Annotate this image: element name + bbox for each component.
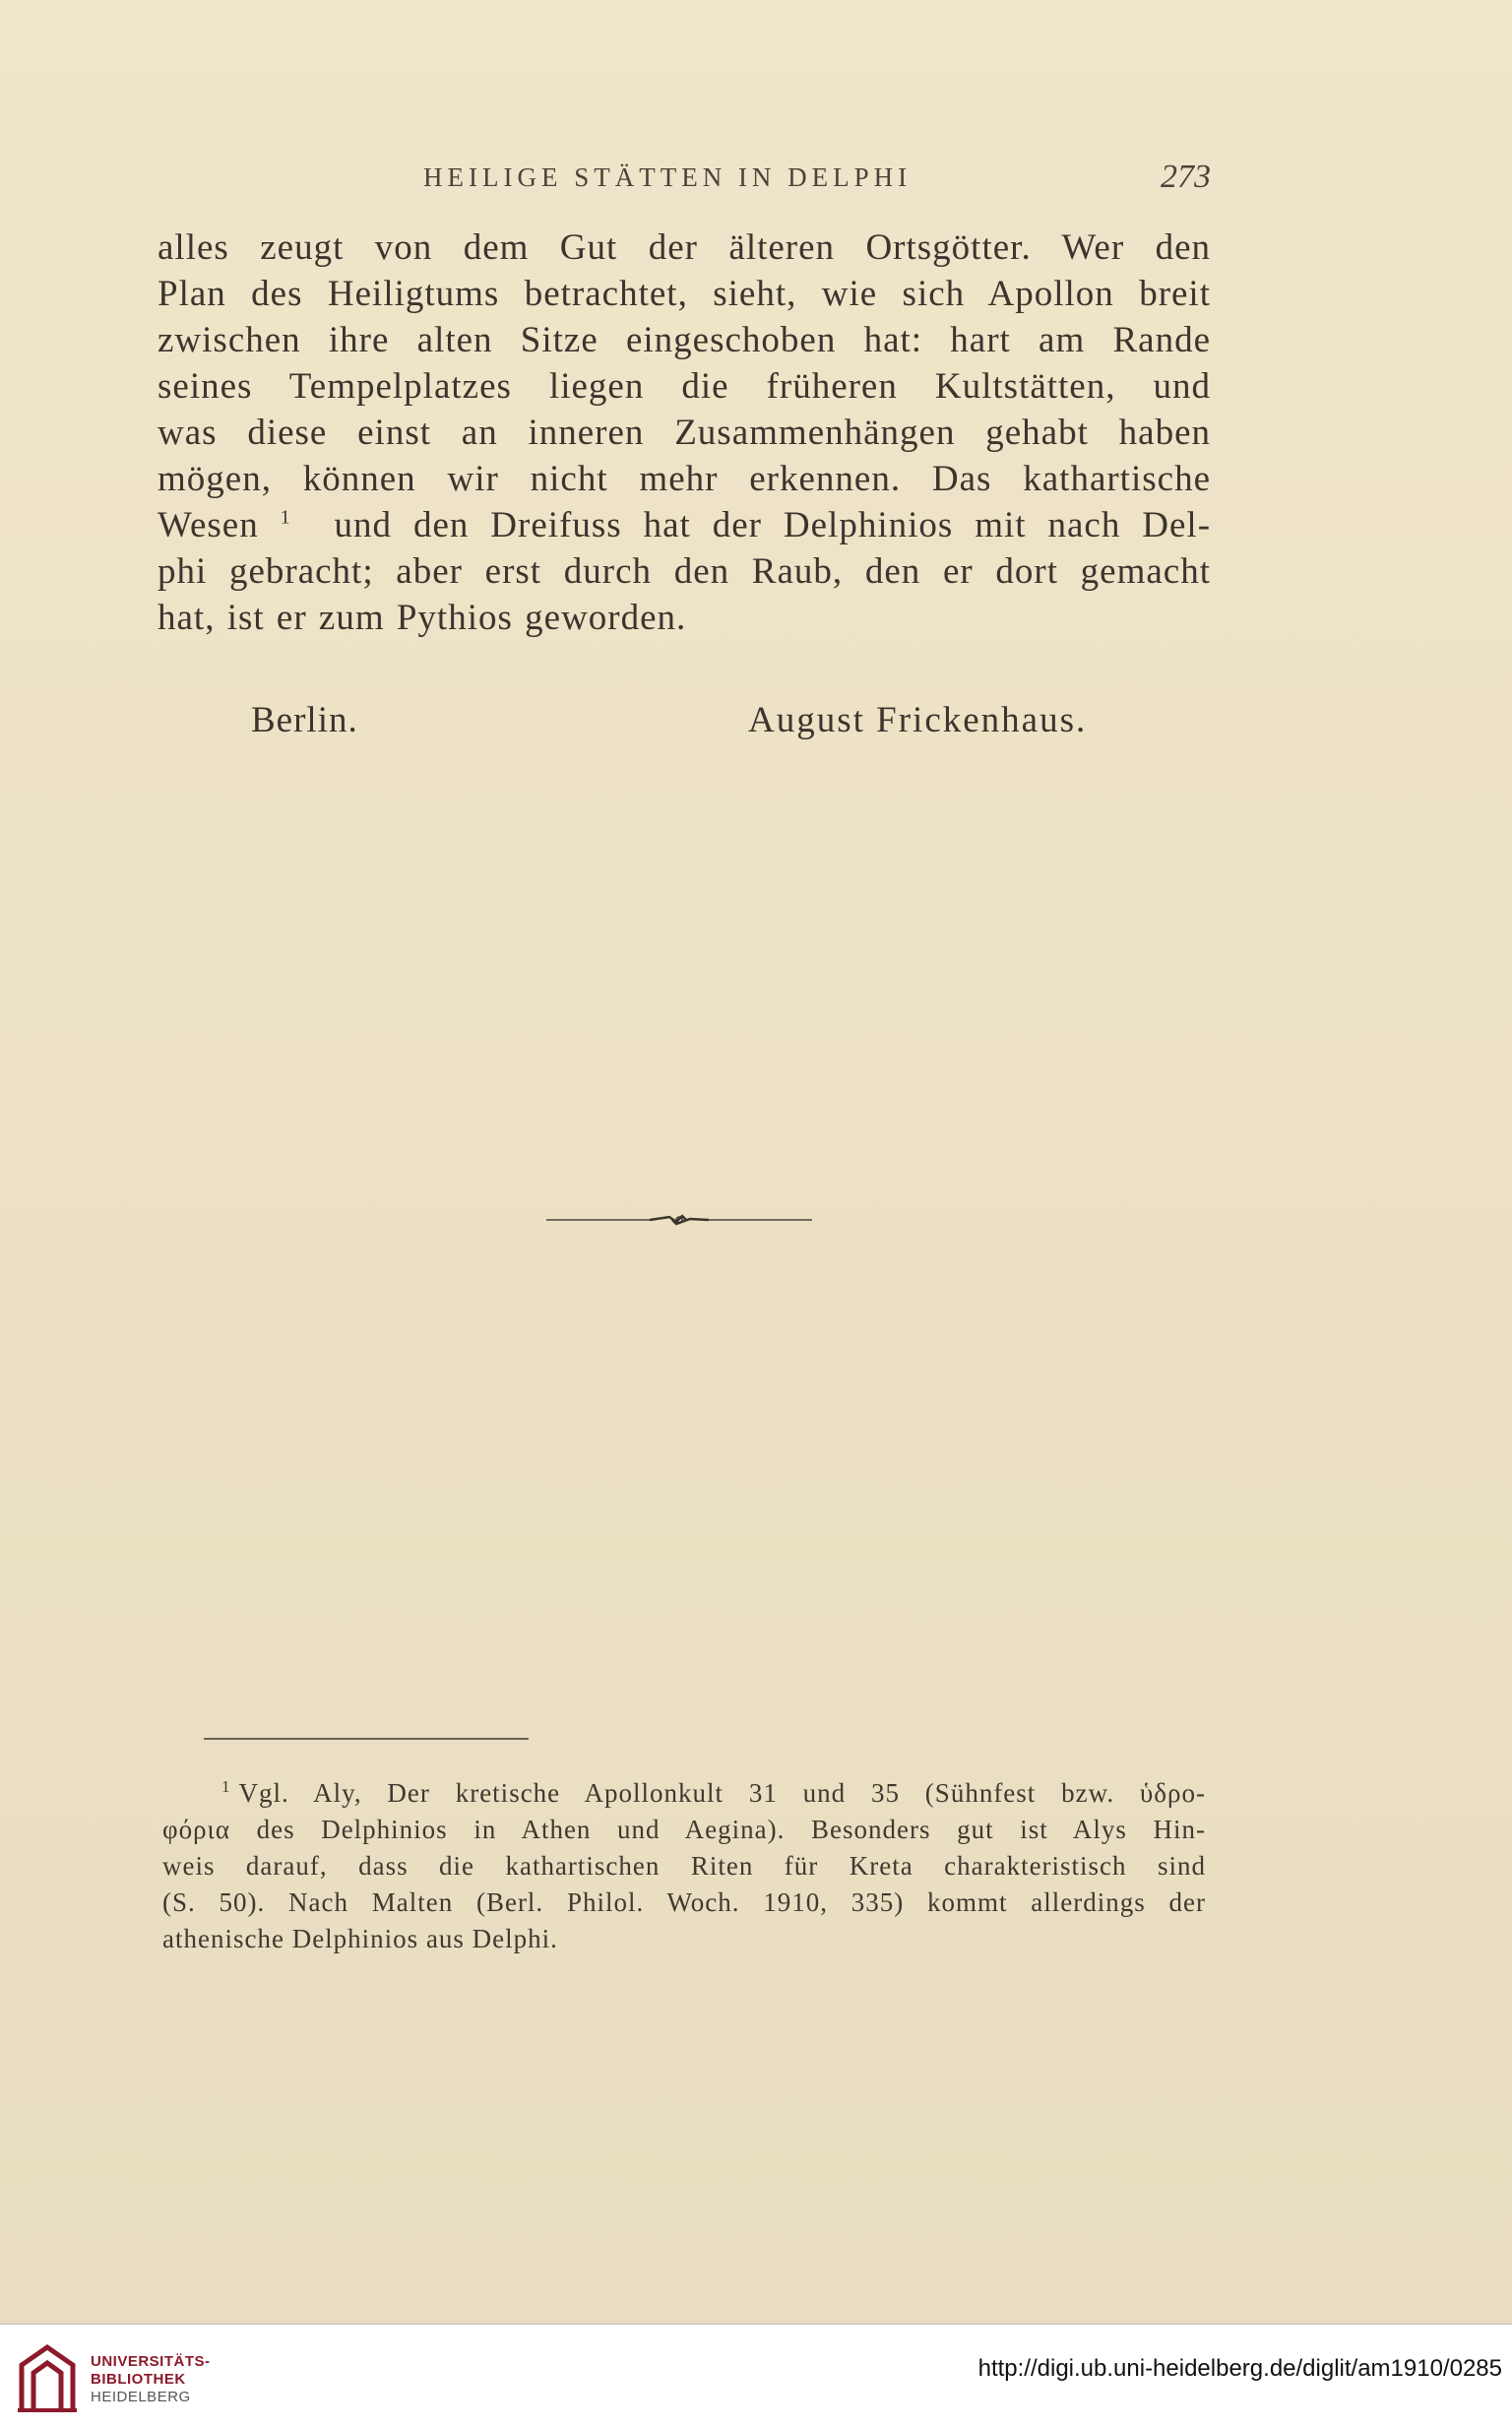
library-name bbox=[91, 2353, 211, 2406]
text-line: seines Tempelplatzes liegen die früheren Kultstätten, und bbox=[158, 366, 1211, 407]
digitization-footer bbox=[0, 2324, 1512, 2428]
footnote-block bbox=[162, 1775, 1206, 1957]
footnote-line: weis darauf, dass die kathartischen Riten für Kreta charakteristisch sind bbox=[162, 1851, 1206, 1881]
ub-heidelberg-logo-icon[interactable] bbox=[14, 2339, 81, 2416]
running-title: HEILIGE STÄTTEN IN DELPHI bbox=[423, 162, 913, 192]
library-name-line1: UNIVERSITÄTS- bbox=[91, 2353, 211, 2370]
text-line: Plan des Heiligtums betrachtet, sieht, wie sich Apollon breit bbox=[158, 274, 1211, 314]
footnote-reference[interactable]: 1 bbox=[280, 506, 291, 529]
footnote-line: φόρια des Delphinios in Athen und Aegina). Besonders gut ist Alys Hin- bbox=[162, 1815, 1206, 1844]
text-line-with-footnote bbox=[158, 502, 1211, 548]
footnote-line bbox=[162, 1775, 1206, 1812]
library-name-line3: HEIDELBERG bbox=[91, 2389, 191, 2405]
text-line: mögen, können wir nicht mehr erkennen. Das kathartische bbox=[158, 459, 1211, 499]
text-line: hat, ist er zum Pythios geworden. bbox=[158, 598, 687, 638]
signature-place: Berlin. bbox=[251, 700, 358, 740]
line-start-word: Wesen bbox=[158, 505, 259, 545]
footnote-rule bbox=[204, 1738, 529, 1740]
footer-divider bbox=[0, 2324, 1512, 2325]
signature-block bbox=[158, 699, 1211, 748]
footnote-line: (S. 50). Nach Malten (Berl. Philol. Woch. 1910, 335) kommt allerdings der bbox=[162, 1887, 1206, 1917]
footnote-line: athenische Delphinios aus Delphi. bbox=[162, 1924, 558, 1953]
permalink-url[interactable]: http://digi.ub.uni-heidelberg.de/diglit/am1910/0285 bbox=[977, 2355, 1502, 2382]
library-name-line2: BIBLIOTHEK bbox=[91, 2371, 186, 2388]
ornament-divider-icon bbox=[546, 1207, 812, 1233]
text-line: alles zeugt von dem Gut der älteren Ortsgötter. Wer den bbox=[158, 227, 1211, 268]
footnote-text: Vgl. Aly, Der kretische Apollonkult 31 und 35 (Sühnfest bzw. ὑδρο- bbox=[238, 1778, 1206, 1808]
footnote-mark: 1 bbox=[221, 1777, 231, 1796]
running-header bbox=[158, 159, 1211, 210]
main-paragraph bbox=[158, 224, 1211, 641]
text-line: zwischen ihre alten Sitze eingeschoben hat: hart am Rande bbox=[158, 320, 1211, 360]
line-rest: und den Dreifuss hat der Delphinios mit nach Del- bbox=[334, 505, 1212, 545]
page-number: 273 bbox=[1161, 159, 1211, 195]
text-line: was diese einst an inneren Zusammenhängen gehabt haben bbox=[158, 413, 1211, 453]
signature-author: August Frickenhaus. bbox=[748, 700, 1088, 740]
text-line: phi gebracht; aber erst durch den Raub, den er dort gemacht bbox=[158, 551, 1211, 592]
